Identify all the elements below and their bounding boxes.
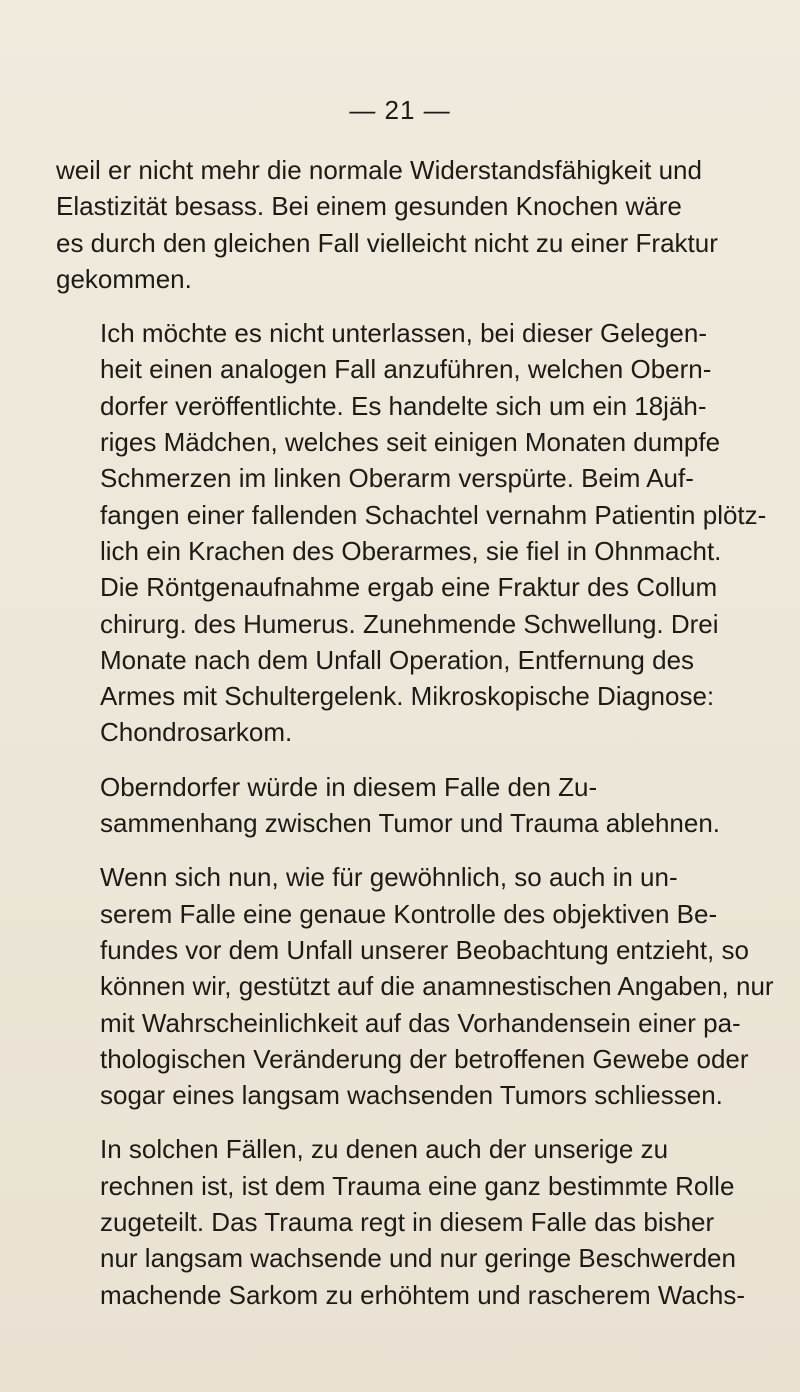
text-line: rechnen ist, ist dem Trauma eine ganz bestimmte Rolle (100, 1170, 735, 1201)
text-line: sogar eines langsam wachsenden Tumors schliessen. (100, 1080, 723, 1111)
text-line: lich ein Krachen des Oberarmes, sie fiel in Ohnmacht. (100, 535, 722, 566)
text-line: Oberndorfer würde in diesem Falle den Zu- (100, 771, 598, 802)
text-line: Ich möchte es nicht unterlassen, bei dieser Gelegen- (100, 318, 708, 349)
text-line: Elastizität besass. Bei einem gesunden Knochen wäre (56, 191, 682, 222)
text-line: es durch den gleichen Fall vielleicht nicht zu einer Fraktur (56, 227, 718, 258)
paragraph-1 (56, 152, 736, 297)
text-line: Monate nach dem Unfall Operation, Entfernung des (100, 644, 695, 675)
paragraph-3 (56, 769, 736, 842)
text-line: mit Wahrscheinlichkeit auf das Vorhandensein einer pa- (100, 1007, 741, 1038)
text-line: chirurg. des Humerus. Zunehmende Schwellung. Drei (100, 608, 719, 639)
text-line: Chondrosarkom. (100, 717, 293, 748)
text-line: serem Falle eine genaue Kontrolle des objektiven Be- (100, 898, 718, 929)
paragraph-2 (56, 315, 767, 751)
text-line: dorfer veröffentlichte. Es handelte sich um ein 18jäh- (100, 390, 707, 421)
text-line: Schmerzen im linken Oberarm verspürte. Beim Auf- (100, 463, 694, 494)
text-line: gekommen. (56, 263, 192, 294)
text-line: fundes vor dem Unfall unserer Beobachtung entzieht, so (100, 934, 749, 965)
body-text (56, 152, 774, 1313)
text-line: zugeteilt. Das Trauma regt in diesem Falle das bisher (100, 1207, 715, 1238)
page-number: — 21 — (349, 95, 451, 125)
text-line: Wenn sich nun, wie für gewöhnlich, so auch in un- (100, 862, 678, 893)
text-line: Armes mit Schultergelenk. Mikroskopische Diagnose: (100, 681, 715, 712)
text-line: Die Röntgenaufnahme ergab eine Fraktur des Collum (100, 572, 718, 603)
text-line: nur langsam wachsende und nur geringe Beschwerden (100, 1243, 736, 1274)
paragraph-4 (56, 859, 774, 1113)
text-line: können wir, gestützt auf die anamnestischen Angaben, nur (100, 971, 774, 1002)
text-line: In solchen Fällen, zu denen auch der unserige zu (100, 1134, 669, 1165)
text-line: sammenhang zwischen Tumor und Trauma ablehnen. (100, 808, 721, 839)
text-line: weil er nicht mehr die normale Widerstandsfähigkeit und (56, 155, 702, 185)
text-line: heit einen analogen Fall anzuführen, welchen Obern- (100, 354, 712, 385)
text-line: thologischen Veränderung der betroffenen Gewebe oder (100, 1043, 749, 1074)
text-line: fangen einer fallenden Schachtel vernahm Patientin plötz- (100, 499, 767, 530)
text-line: machende Sarkom zu erhöhtem und rascherem Wachs- (100, 1279, 745, 1310)
paragraph-5 (56, 1131, 745, 1312)
text-line: riges Mädchen, welches seit einigen Monaten dumpfe (100, 427, 721, 458)
